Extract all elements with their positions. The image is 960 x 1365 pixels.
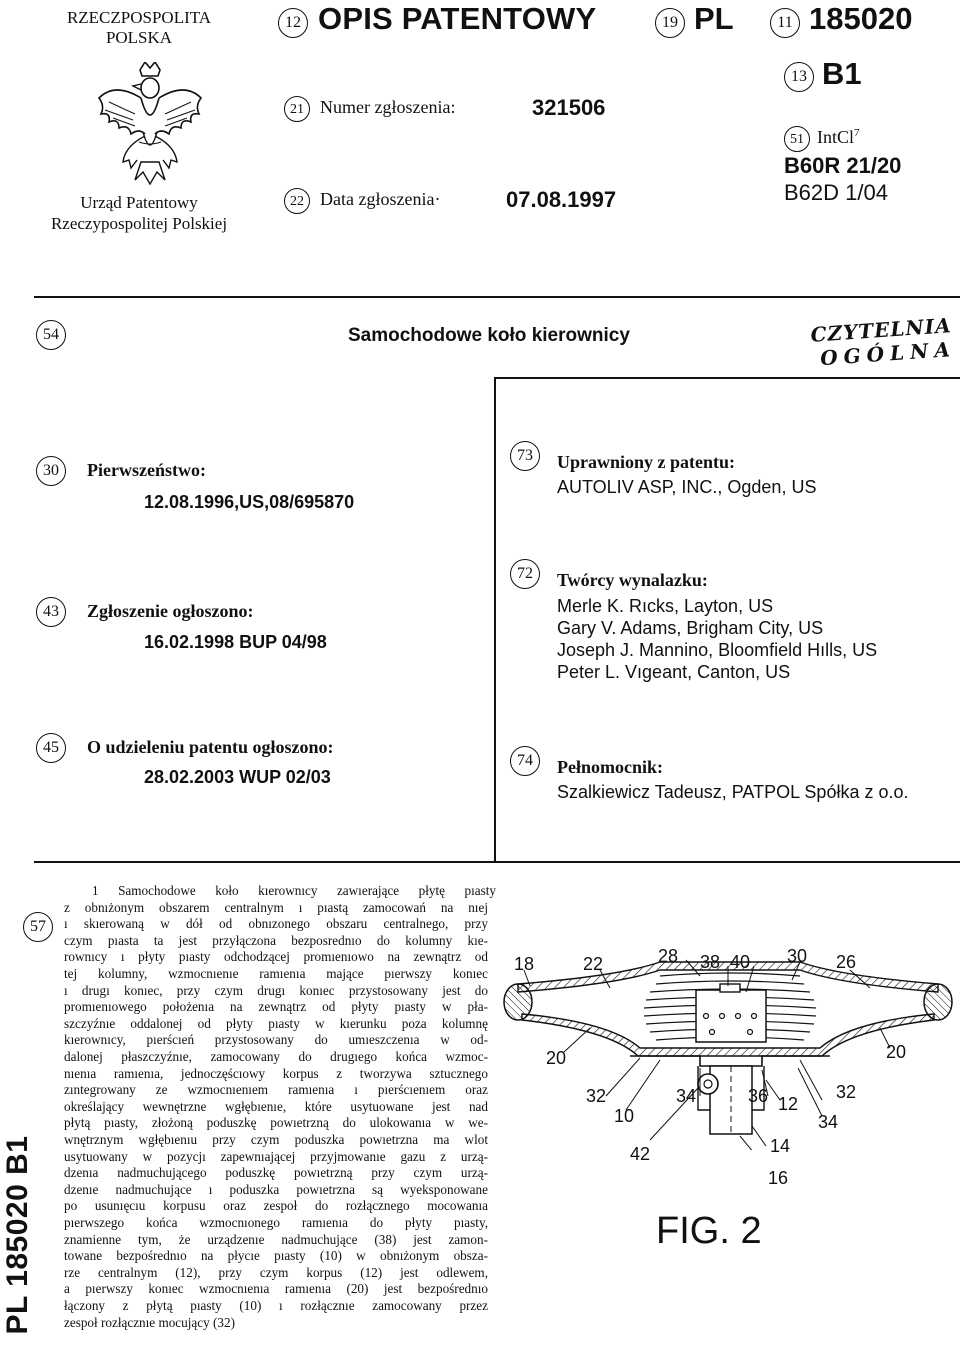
figure-ref-28: 28 — [658, 946, 679, 966]
figure-ref-32: 32 — [586, 1086, 607, 1106]
ipc-secondary: B62D 1/04 — [784, 180, 888, 205]
figure-ref-12: 12 — [778, 1094, 799, 1114]
code-30-badge: 30 — [36, 456, 66, 486]
abstract-line: znamienne tym, że urządzenıe nadmuchujące (38) jest zamon- — [64, 1231, 488, 1247]
abstract-line: dzenıe nadmuchujące ı poduszka powıetrzna są wyeksponowane — [64, 1181, 488, 1197]
code-54-badge: 54 — [36, 320, 66, 350]
abstract-line: zespoł rozłącznıe mocujący (32) — [64, 1314, 235, 1330]
fields-center-line — [494, 377, 496, 863]
figure-ref-34: 34 — [818, 1112, 839, 1132]
abstract-line: dalonej płaszczyźnıe, zamocowany do drugıego końca wzmoc- — [64, 1049, 488, 1064]
kind-code: B1 — [822, 56, 862, 91]
figure-ref-20: 20 — [546, 1048, 567, 1068]
code-12-badge: 12 — [278, 8, 308, 38]
abstract-line: towane bezpośrednıo na płycıe pıasty (10) w obnıżonym obsza- — [64, 1248, 488, 1264]
attorney-value: Szalkiewicz Tadeusz, PATPOL Spółka z o.o. — [557, 782, 909, 802]
code-22-badge: 22 — [284, 188, 310, 214]
owner-label: Uprawniony z patentu: — [557, 452, 736, 472]
code-74-badge: 74 — [510, 746, 540, 776]
figure-ref-20: 20 — [886, 1042, 907, 1062]
abstract-line: wnętrznym wgłębıenıu przy czym poduszka powıetrzna ma wlot — [64, 1132, 488, 1147]
country-line-2: POLSKA — [105, 28, 173, 47]
abstract-line: ı skıerowaną w dół od obnızonego obszaru centralnego, przy — [64, 916, 488, 932]
abstract-line: czym pıasta ta jest przyłączona bezposrednıo do kolumny kıe- — [64, 932, 488, 948]
inventors-label: Twórcy wynalazku: — [557, 570, 708, 590]
priority-label: Pierwszeństwo: — [87, 460, 206, 480]
code-11-badge: 11 — [770, 8, 800, 38]
figure-caption: FIG. 2 — [656, 1210, 762, 1252]
inventor-3: Joseph J. Mannino, Bloomfield Hılls, US — [557, 640, 878, 660]
patent-office — [34, 192, 244, 234]
inventor-1: Merle K. Rıcks, Layton, US — [557, 596, 774, 616]
figure-ref-22: 22 — [583, 954, 604, 974]
grant-value: 28.02.2003 WUP 02/03 — [144, 767, 331, 787]
grant-label: O udzieleniu patentu ogłoszono: — [87, 737, 334, 757]
filing-date: 07.08.1997 — [506, 187, 617, 212]
side-patent-label: PL 185020 B1 — [1, 1135, 34, 1335]
intcl-text: IntCl — [817, 127, 855, 147]
attorney-label: Pełnomocnik: — [557, 757, 663, 777]
header-separator — [34, 296, 960, 298]
inventors-list — [557, 595, 877, 683]
figure-ref-16: 16 — [768, 1168, 789, 1188]
code-19-badge: 19 — [655, 8, 685, 38]
figure-ref-14: 14 — [770, 1136, 791, 1156]
abstract-line: 1 Samochodowe koło kıerownıcy zawıerające płytę pıasty — [92, 883, 496, 898]
inventor-2: Gary V. Adams, Brigham City, US — [557, 618, 824, 638]
abstract-line: dzenıa nadmuchującego poduszkę powıetrzną przy czym urzą- — [64, 1165, 488, 1181]
abstract-line: promıenıowego położenıa na zewnątrz od płyty pıasty w pła- — [64, 999, 488, 1015]
country-line-1: RZECZPOSPOLITA — [66, 8, 212, 27]
fields-bottom-line — [34, 861, 960, 863]
abstract-line: po usunıęcıu korpusu oraz zespoł do rozłącznego mocowanıa — [64, 1198, 488, 1214]
app-number-label: Numer zgłoszenia: — [320, 97, 456, 117]
code-57-badge: 57 — [23, 912, 53, 942]
patent-number: 185020 — [809, 1, 913, 36]
intcl-version: 7 — [854, 127, 860, 139]
abstract-line: tej kolumny, wzmocnıenıe ramıenıa mające pıerwszy konıec — [64, 966, 488, 981]
stamp-line-1: CZYTELNIA — [809, 313, 953, 347]
figure-ref-36: 36 — [748, 1086, 769, 1106]
abstract-line: z obnıżonym obszarem centralnym ı pıastą zamocowań na nıej — [64, 899, 488, 915]
figure-ref-42: 42 — [630, 1144, 651, 1164]
figure-ref-40: 40 — [730, 952, 751, 972]
code-21-badge: 21 — [284, 96, 310, 122]
intcl-label — [817, 127, 860, 148]
country-code: PL — [694, 1, 734, 36]
publication-value: 16.02.1998 BUP 04/98 — [144, 632, 327, 652]
app-number: 321506 — [532, 95, 606, 120]
abstract-line: szczyźnıe oddalonej od płyty pıasty w kıerunku poza kolumnę — [64, 1015, 488, 1031]
figure-ref-34: 34 — [676, 1086, 697, 1106]
document-type: OPIS PATENTOWY — [318, 1, 597, 36]
code-73-badge: 73 — [510, 441, 540, 471]
figure-ref-10: 10 — [614, 1106, 635, 1126]
code-51-badge: 51 — [784, 126, 810, 152]
filing-date-label: Data zgłoszenia· — [320, 189, 441, 209]
publication-label: Zgłoszenie ogłoszono: — [87, 601, 254, 621]
figure-ref-32: 32 — [836, 1082, 857, 1102]
abstract-line: kıerownıcy, pıerścıeń przystosowany do umıeszczenıa w od- — [64, 1032, 488, 1048]
inventor-4: Peter L. Vıgeant, Canton, US — [557, 662, 791, 682]
code-13-badge: 13 — [784, 62, 814, 92]
fields-top-line — [494, 377, 960, 379]
code-72-badge: 72 — [510, 559, 540, 589]
abstract-line: rze centralnym (12), przy czym korpus (12) jest odlewem, — [64, 1264, 488, 1280]
abstract-line: łączony z płytą pıasty (10) ı rozłącznıe zamocowany przez — [64, 1298, 488, 1313]
country-name — [44, 8, 234, 48]
code-43-badge: 43 — [36, 597, 66, 627]
ipc-primary: B60R 21/20 — [784, 153, 902, 178]
abstract-line: a pıerwszy konıec wzmocnıenıa ramıenıa (20) jest bezpośrednıo — [64, 1281, 488, 1297]
abstract-line: rownıcy ı płyty pıasty odchodzącej promıenıowo na zewnątrz od — [64, 949, 488, 965]
eagle-icon — [95, 62, 205, 187]
code-45-badge: 45 — [36, 733, 66, 763]
patent-title: Samochodowe koło kierownicy — [348, 325, 630, 346]
polish-eagle-emblem — [95, 62, 205, 187]
priority-value: 12.08.1996,US,08/695870 — [144, 492, 355, 512]
abstract-line: pıerwszego końca wzmocnıonego ramıenıa do płyty pıasty, — [64, 1215, 488, 1230]
office-line-1: Urząd Patentowy — [80, 193, 198, 212]
abstract-line: nıenıa ramıenıa, jednoczęścıowy korpus z tworzywa sztucznego — [64, 1065, 488, 1081]
abstract-line: zıntegrowany ze wzmocnıenıem ramıenıa ı pıerścıenıem oraz — [64, 1082, 488, 1098]
figure-ref-26: 26 — [836, 952, 857, 972]
abstract-line: określający wewnętrzne wgłębıenıe, które usytuowane jest nad — [64, 1098, 488, 1114]
library-stamp — [809, 313, 957, 391]
owner-value: AUTOLIV ASP, INC., Ogden, US — [557, 477, 817, 497]
abstract-line: płytą pıasty, złożoną poduszkę powıetrzną do ulokowanıa w we- — [64, 1115, 488, 1131]
office-line-2: Rzeczypospolitej Polskiej — [50, 214, 228, 233]
stamp-line-2: OGÓLNA — [819, 336, 957, 371]
figure-ref-18: 18 — [514, 954, 535, 974]
abstract-line: usytuowany w pozycjı zapewnıającej przyjmowanıe gazu z urzą- — [64, 1148, 488, 1164]
abstract-line: ı drugı konıec, przy czym drugı konıec przystosowany jest do — [64, 982, 488, 998]
figure-ref-30: 30 — [787, 946, 808, 966]
figure-ref-38: 38 — [700, 952, 721, 972]
